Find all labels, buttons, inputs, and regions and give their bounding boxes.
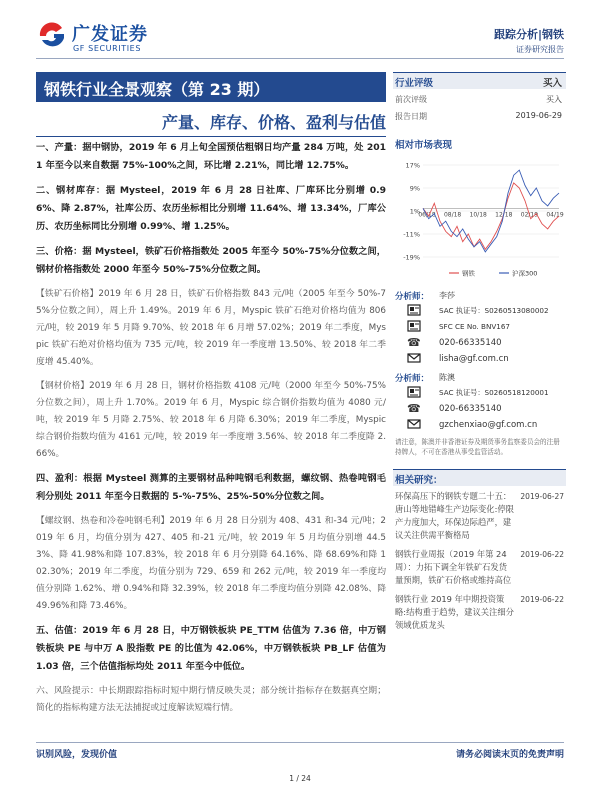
id-card-icon	[407, 386, 421, 398]
footer-slogan: 识别风险，发现价值	[36, 750, 118, 760]
chart-x-tick-label: 12/18	[495, 211, 513, 219]
body-paragraph: 二、钢材库存：据 Mysteel，2019 年 6 月 28 日社库、厂库环比分别增 0.96%、降 2.87%，社库公历、农历坐标相比分别增 11.64%、增 13.34%，厂库公历、农历坐标同比分别增 0.99%、增 1.25%。	[36, 185, 386, 232]
chart-y-tick-label: 1%	[409, 207, 420, 216]
analyst-email[interactable]: lisha@gf.com.cn	[439, 354, 509, 364]
company-logo	[36, 20, 166, 60]
analyst-sac-row	[393, 303, 566, 319]
analyst-phone-row	[393, 401, 566, 417]
phone-icon: ☎	[407, 402, 421, 415]
body-paragraph: 【铁矿石价格】2019 年 6 月 28 日，铁矿石价格指数 843 元/吨（2005 年至今 50%-75%分位数之间），周上升 1.49%。2019 年 6 月，Myspic 铁矿石绝对价格均值为 806 元/吨，较 2019 年 5 月降 9.70%、较 2018 年 6 月增 57.02%；2019 年二季度，Myspic 铁矿石绝对价格均值为 735 元/吨，较 2019 年一季度增 13.50%、较 2018 年二季度增 45.40%。	[36, 289, 386, 367]
chart-y-tick-label: -11%	[403, 230, 420, 239]
analyst-block-1	[393, 287, 566, 367]
logo-text-en: GF SECURITIES	[73, 44, 142, 53]
analyst-sfc-number: SFC CE No. BNV167	[439, 322, 511, 331]
chart-y-tick-label: 17%	[405, 161, 420, 170]
report-date-row	[393, 106, 566, 123]
body-paragraph: 【钢材价格】2019 年 6 月 28 日，钢材价格指数 4108 元/吨（2000 年至今 50%-75%分位数之间），周上升 1.70%。2019 年 6 月，Myspic 综合钢价指数均值为 4080 元/吨，较 2019 年 5 月降 2.75%、较 2018 年 6 月降 6.30%；2019 年二季度，Myspic 综合钢价指数均值为 4161 元/吨，较 2019 年一季度增 3.56%、较 2018 年二季度降 2.66%。	[36, 381, 386, 459]
analyst-sfc-row	[393, 319, 566, 335]
chart-x-tick-label: 02/19	[520, 211, 539, 219]
analyst-name: 陈澳	[439, 373, 455, 382]
relative-performance-svg	[393, 157, 566, 285]
chart-x-tick-label: 06/18	[418, 211, 436, 219]
chart-y-tick-label: -19%	[403, 253, 420, 262]
related-research-item[interactable]	[393, 589, 566, 634]
analyst-email[interactable]: gzchenxiao@gf.com.cn	[439, 420, 538, 430]
rating-header	[393, 72, 566, 89]
analyst-sac-row	[393, 385, 566, 401]
chart-x-tick-label: 08/18	[443, 211, 462, 219]
body-paragraph: 四、盈利：根据 Mysteel 测算的主要钢材品种吨钢毛利数据，螺纹钢、热卷吨钢毛利分别处 2011 年至今日数据的 5-%-75%、25%-50%分位数之间。	[36, 473, 386, 502]
analyst-role: 分析师：	[395, 374, 430, 384]
chart-legend-label: 沪深300	[512, 269, 538, 278]
related-research-header: 相关研究：	[393, 469, 566, 486]
analyst-role: 分析师：	[395, 292, 430, 302]
related-research-item[interactable]	[393, 544, 566, 589]
page-number: 1 / 24	[289, 774, 311, 783]
report-type: 跟踪分析|钢铁	[493, 28, 564, 41]
report-body	[36, 139, 386, 724]
analyst-name: 李莎	[439, 291, 455, 300]
report-date-label: 报告日期	[395, 112, 427, 121]
relative-performance-chart	[393, 157, 566, 285]
analyst-phone-row	[393, 335, 566, 351]
mail-icon	[407, 352, 421, 364]
header-divider	[36, 58, 564, 59]
body-paragraph: 一、产量：据中钢协，2019 年 6 月上旬全国预估粗钢日均产量 284 万吨，处 2011 年至今以来自数据 75%-100%之间，环比增 2.21%，同比增 12.75%。	[36, 142, 386, 171]
body-paragraph: 三、价格：据 Mysteel，铁矿石价格指数处 2005 年至今 50%-75%分位数之间，钢材价格指数处 2000 年至今 50%-75%分位数之间。	[36, 246, 386, 275]
analyst-phone: 020-66335140	[439, 338, 502, 348]
previous-rating-label: 前次评级	[395, 95, 427, 104]
report-date-value: 2019-06-29	[515, 111, 562, 120]
body-paragraph: 五、估值：2019 年 6 月 28 日，中万钢铁板块 PE_TTM 估值为 7.36 倍，中万钢铁板块 PE 与中万 A 股指数 PE 的比值为 42.06%，中万钢铁板块 PB_LF 估值为 1.03 倍，三个估值指标均处 2011 年至今中低位。	[36, 625, 386, 672]
chart-y-tick-label: 9%	[409, 184, 420, 193]
analyst-sac-number: SAC 执证号：S0260518120001	[439, 388, 549, 397]
footer-disclaimer-link[interactable]: 请务必阅读末页的免责声明	[455, 750, 564, 760]
chart-legend-label: 钢铁	[462, 269, 475, 278]
related-research-date: 2019-06-22	[520, 595, 564, 604]
related-research-title[interactable]: 钢铁行业 2019 年中期投资策略:结构重于趋势，建议关注细分领域优质龙头	[395, 594, 514, 630]
analyst-name-row	[393, 287, 566, 303]
id-card-icon	[407, 320, 421, 332]
analyst-block-2	[393, 369, 566, 433]
previous-rating-row	[393, 89, 566, 106]
analyst-disclaimer: 请注意，陈澳并非香港证券及期货事务监察委员会的注册持牌人，不可在香港从事受监管活动。	[395, 438, 560, 456]
body-paragraph: 【螺纹钢、热卷和冷卷吨钢毛利】2019 年 6 月 28 日分别为 408、431 和-34 元/吨；2019 年 6 月，均值分别为 427、405 和-21 元/吨，较 2019 年 5 月均值分别增 44.53%、降 41.98%和降 107.83%，较 2018 年 6 月分别降 64.16%、降 68.69%和降 102.30%；2019 年二季度，均值分别为 729、659 和 262 元/吨，较 2019 年一季度均值分别降 1.62%、增 0.94%和降 32.39%，较 2018 年二季度均值分别降 42.08%、降 49.96%和降 73.46%。	[36, 516, 386, 611]
analyst-email-row	[393, 417, 566, 433]
related-research-title[interactable]: 环保高压下的钢铁专题二十五：唐山等地错峰生产边际变化:停限产力度加大，环保边际趋严，建议关注供需平衡格局	[395, 491, 514, 540]
analyst-phone: 020-66335140	[439, 404, 502, 414]
analyst-name-row	[393, 369, 566, 385]
phone-icon: ☎	[407, 336, 421, 349]
related-research-title[interactable]: 钢铁行业周报（2019 年第 24 周）：力拓下调全年铁矿石发货量预期，铁矿石价格或维持高位	[395, 549, 512, 585]
id-card-icon	[407, 304, 421, 316]
chart-section-title: 相对市场表现	[395, 140, 453, 151]
mail-icon	[407, 418, 421, 430]
chart-x-tick-label: 04/19	[546, 211, 564, 219]
report-subtype: 证券研究报告	[516, 45, 564, 54]
related-research-date: 2019-06-27	[520, 492, 564, 501]
report-title: 钢铁行业全景观察（第 23 期）	[44, 80, 270, 99]
previous-rating-value: 买入	[546, 95, 562, 104]
gf-logo-icon	[36, 20, 68, 52]
logo-text-cn: 广发证券	[72, 24, 148, 45]
analyst-sac-number: SAC 执证号：S0260513080002	[439, 306, 549, 315]
related-research-item[interactable]	[393, 486, 566, 544]
rating-label: 行业评级	[395, 78, 434, 89]
title-banner	[36, 72, 386, 102]
sidebar	[393, 72, 566, 634]
analyst-email-row	[393, 351, 566, 367]
rating-value: 买入	[542, 78, 562, 89]
related-research-date: 2019-06-22	[520, 550, 564, 559]
body-paragraph: 六、风险提示：中长期跟踪指标时短中期行情反映失灵；部分统计指标存在数据真空期；简化的指标构建方法无法捕捉或过度解读短端行情。	[36, 686, 386, 713]
footer-divider	[36, 742, 564, 743]
chart-x-tick-label: 10/18	[469, 211, 487, 219]
subtitle-divider	[36, 136, 386, 137]
report-subtitle: 产量、库存、价格、盈利与估值	[161, 113, 386, 132]
